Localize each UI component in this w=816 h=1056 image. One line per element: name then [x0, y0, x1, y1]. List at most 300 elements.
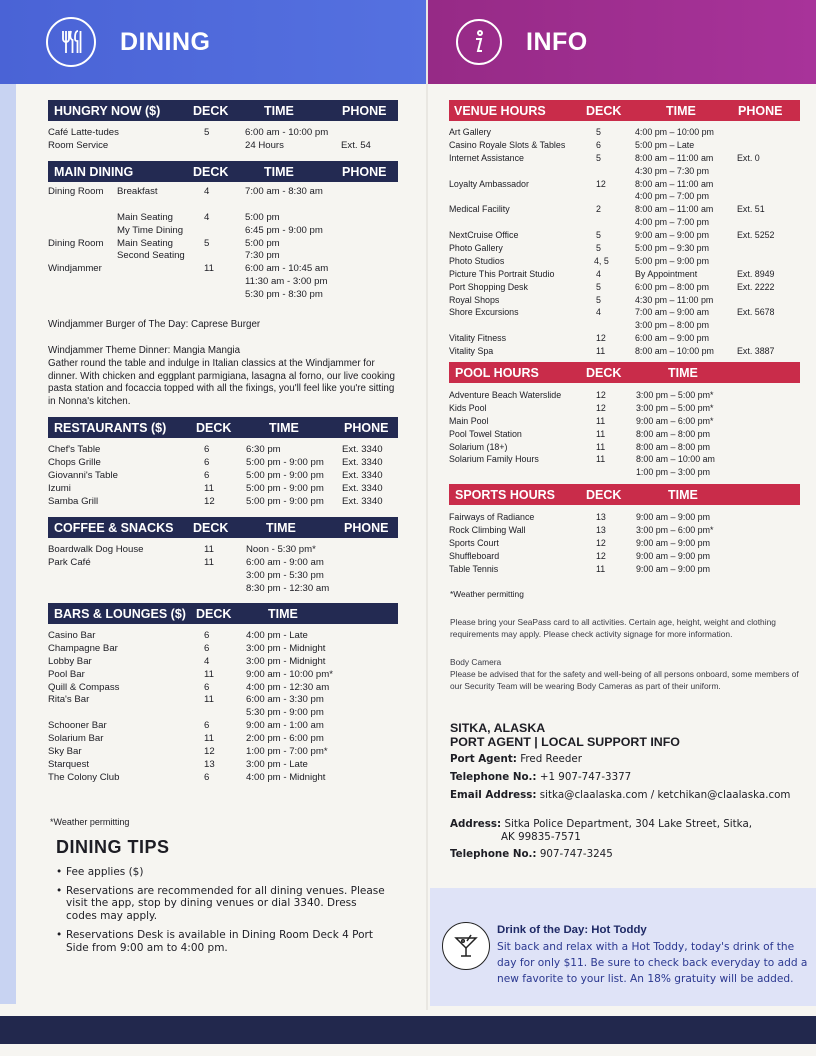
bars-rows-9-time: 1:00 pm - 7:00 pm* [246, 746, 328, 758]
body-camera-title: Body Camera [450, 657, 502, 667]
restaurants-headers-3: PHONE [344, 420, 389, 435]
restaurants-rows-3-time: 5:00 pm - 9:00 pm [246, 482, 324, 494]
venue-hours-rows-14-phone: Ext. 5678 [737, 307, 775, 318]
drink-title: Drink of the Day: Hot Toddy [497, 924, 647, 936]
seapass-notice: Please bring your SeaPass card to all activities. Certain age, height, weight and clothing requirements may apply. Please check activity signage for more information. [450, 617, 776, 639]
venue-hours-rows-16-time: 6:00 am – 9:00 pm [635, 333, 710, 344]
main-dining-rows-0-time: 7:00 am - 8:30 am [245, 186, 323, 197]
bars-list [48, 630, 398, 785]
venue-hours-rows-1-name: Casino Royale Slots & Tables [449, 139, 566, 150]
list-item [48, 444, 398, 457]
list-item [449, 255, 809, 268]
list-item [449, 453, 809, 466]
list-item [449, 152, 809, 165]
sports-weather-note: *Weather permitting [450, 589, 524, 599]
sports-hours-rows-1-time: 3:00 pm – 6:00 pm* [636, 524, 714, 535]
sports-hours-rows-2-deck: 12 [596, 537, 606, 548]
pool-hours-rows-5-deck: 11 [596, 454, 606, 465]
venue-hours-rows-9-name: Photo Gallery [449, 243, 503, 254]
list-item [449, 332, 809, 345]
venue-hours-rows-4-time: 8:00 am – 11:00 am [635, 178, 714, 189]
pool-hours-rows-1-deck: 12 [596, 402, 606, 413]
list-item [449, 524, 809, 537]
venue-hours-rows-2-phone: Ext. 0 [737, 152, 760, 163]
main-dining-rows-8-time: 5:30 pm - 8:30 pm [245, 289, 323, 301]
coffee-headers-1: DECK [193, 520, 229, 535]
main-dining-rows-4-venue: Dining Room [48, 237, 104, 249]
list-item [449, 268, 809, 281]
dining-tips-list [56, 866, 386, 960]
venue-hours-rows-2-deck: 5 [596, 152, 601, 163]
venue-hours-rows-4-deck: 12 [596, 178, 606, 189]
coffee-list [48, 544, 398, 596]
venue-hours-headers-1: DECK [586, 103, 622, 118]
hungry-rows-1-phone: Ext. 54 [341, 139, 371, 151]
list-item [48, 289, 398, 302]
venue-hours-rows-10-deck: 4, 5 [594, 255, 609, 266]
port-agent: Fred Reeder [520, 753, 582, 765]
venue-hours-rows-12-phone: Ext. 2222 [737, 281, 775, 292]
info-icon [456, 19, 502, 65]
venue-hours-rows-14-deck: 4 [596, 307, 601, 318]
venue-hours-rows-8-time: 9:00 am – 9:00 pm [635, 230, 710, 241]
venue-hours-rows-0-name: Art Gallery [449, 127, 491, 137]
main-dining-rows-2-meal: Main Seating [117, 211, 173, 223]
list-item [449, 511, 809, 524]
list-item [48, 140, 398, 153]
sports-hours-rows-1-name: Rock Climbing Wall [449, 524, 526, 535]
main-dining-headers-3: PHONE [342, 164, 387, 179]
main-dining-headers-2: TIME [264, 164, 294, 179]
restaurants-rows-1-deck: 6 [204, 456, 210, 468]
venue-hours-rows-10-time: 5:00 pm – 9:00 pm [635, 255, 710, 266]
list-item [48, 707, 398, 720]
bars-rows-2-time: 3:00 pm - Midnight [246, 655, 326, 667]
list-item [48, 720, 398, 733]
coffee-rows-0-time: Noon - 5:30 pm* [246, 544, 316, 555]
coffee-headers-3: PHONE [344, 520, 389, 535]
list-item [449, 126, 809, 139]
list-item [48, 225, 398, 238]
venue-hours-rows-13-time: 4:30 pm – 11:00 pm [635, 294, 714, 305]
venue-hours-rows-8-phone: Ext. 5252 [737, 230, 775, 241]
list-item [449, 415, 809, 428]
venue-hours-rows-14-time: 7:00 am – 9:00 am [635, 307, 710, 318]
bars-rows-1-name: Champagne Bar [48, 642, 118, 654]
list-item [48, 483, 398, 496]
venue-hours-rows-2-name: Internet Assistance [449, 152, 524, 163]
coffee-rows-1-deck: 11 [204, 556, 214, 568]
port-address-row [450, 818, 810, 831]
burger-of-day: Windjammer Burger of The Day: Caprese Burger [48, 319, 261, 330]
bars-rows-9-deck: 12 [204, 746, 215, 758]
pool-hours-rows-5-name: Solarium Family Hours [449, 454, 539, 465]
venue-hours-rows-5-time: 4:00 pm – 7:00 pm [635, 191, 710, 202]
venue-hours-headers-3: PHONE [738, 103, 783, 118]
restaurants-rows-4-time: 5:00 pm - 9:00 pm [246, 495, 324, 507]
main-dining-rows-6-venue: Windjammer [48, 263, 102, 275]
list-item: • Fee applies ($) [56, 866, 386, 879]
restaurants-rows-0-name: Chef's Table [48, 444, 101, 455]
list-item [48, 694, 398, 707]
venue-hours-rows-13-name: Royal Shops [449, 294, 500, 305]
venue-hours-rows-6-time: 8:00 am – 11:00 am [635, 204, 714, 215]
main-dining-rows-3-time: 6:45 pm - 9:00 pm [245, 224, 323, 236]
bars-rows-10-time: 3:00 pm - Late [246, 758, 308, 770]
list-item [449, 550, 809, 563]
hungry-rows-0-name: Café Latte-tudes [48, 127, 119, 138]
sports-hours-rows-3-time: 9:00 am – 9:00 pm [636, 550, 711, 561]
port-tel2: 907-747-3245 [539, 848, 613, 860]
cutlery-icon [46, 17, 96, 67]
venue-hours-rows-9-deck: 5 [596, 243, 601, 254]
main-dining-rows-2-time: 5:00 pm [245, 211, 280, 223]
cocktail-icon [442, 922, 490, 970]
sports-hours-rows-0-time: 9:00 am – 9:00 pm [636, 512, 711, 522]
restaurants-rows-2-deck: 6 [204, 469, 210, 481]
theme-dinner-title: Windjammer Theme Dinner: Mangia Mangia [48, 345, 241, 356]
list-item [48, 127, 398, 140]
main-dining-rows-6-time: 6:00 am - 10:45 am [245, 263, 329, 275]
pool-hours-rows-3-deck: 11 [596, 428, 606, 439]
main-dining-rows-7-time: 11:30 am - 3:00 pm [245, 276, 328, 288]
list-item [48, 643, 398, 656]
pool-hours-rows-4-deck: 11 [596, 441, 606, 452]
list-item [48, 583, 398, 596]
bars-rows-0-time: 4:00 pm - Late [246, 630, 308, 641]
pool-hours-rows-2-name: Main Pool [449, 415, 489, 426]
bars-rows-2-deck: 4 [204, 655, 210, 667]
coffee-rows-3-time: 8:30 pm - 12:30 am [246, 582, 330, 594]
sports-hours-rows-4-time: 9:00 am – 9:00 pm [636, 563, 711, 574]
hungry-rows-1-time: 24 Hours [245, 139, 284, 151]
list-item [48, 470, 398, 483]
bars-rows-5-time: 6:00 am - 3:30 pm [246, 694, 324, 706]
port-address-label: Address: [450, 818, 502, 830]
pool-hours-rows-3-time: 8:00 am – 8:00 pm [636, 428, 711, 439]
venue-hours-rows-12-deck: 5 [596, 281, 601, 292]
list-item [48, 250, 398, 263]
bars-rows-4-deck: 6 [204, 681, 210, 693]
restaurants-rows-0-deck: 6 [204, 444, 210, 455]
list-item [48, 212, 398, 225]
main-dining-rows-0-venue: Dining Room [48, 186, 104, 197]
venue-hours-rows-1-deck: 6 [596, 139, 601, 150]
venue-hours-rows-11-name: Picture This Portrait Studio [449, 268, 555, 279]
pool-hours-rows-6-time: 1:00 pm – 3:00 pm [636, 467, 711, 478]
restaurants-rows-2-phone: Ext. 3340 [342, 469, 383, 481]
hungry-now-list [48, 127, 398, 153]
sports-hours-rows-3-deck: 12 [596, 550, 606, 561]
port-tel: +1 907-747-3377 [539, 771, 632, 783]
bars-rows-2-name: Lobby Bar [48, 655, 92, 667]
restaurants-headers-1: DECK [196, 420, 232, 435]
coffee-rows-1-name: Park Café [48, 556, 91, 568]
venue-hours-rows-11-phone: Ext. 8949 [737, 268, 775, 279]
pool-hours-rows-3-name: Pool Towel Station [449, 428, 522, 439]
port-address-line2: AK 99835-7571 [501, 831, 581, 843]
bars-rows-3-deck: 11 [204, 668, 214, 680]
restaurants-list [48, 444, 398, 508]
column-divider [426, 0, 428, 1010]
venue-hours-rows-8-name: NextCruise Office [449, 230, 519, 241]
sports-hours-rows-2-name: Sports Court [449, 537, 499, 548]
bars-rows-1-time: 3:00 pm - Midnight [246, 642, 326, 654]
main-dining-rows-2-deck: 4 [204, 211, 210, 223]
bars-rows-7-time: 9:00 am - 1:00 am [246, 720, 324, 732]
restaurants-headers-2: TIME [269, 420, 299, 435]
venue-hours-headers-2: TIME [666, 103, 696, 118]
list-item [48, 276, 398, 289]
drink-of-the-day-box [430, 888, 816, 1006]
pool-hours-headers-0: POOL HOURS [455, 365, 539, 380]
list-item [48, 199, 398, 212]
bars-headers-0: BARS & LOUNGES ($) [54, 606, 186, 621]
pool-hours-headers-2: TIME [668, 365, 698, 380]
port-tel2-label: Telephone No.: [450, 848, 537, 860]
coffee-rows-0-name: Boardwalk Dog House [48, 544, 144, 555]
left-stripe [0, 84, 16, 1004]
bars-bar [48, 603, 398, 624]
bars-rows-11-deck: 6 [204, 771, 210, 783]
list-item [48, 772, 398, 785]
venue-hours-rows-0-time: 4:00 pm – 10:00 pm [635, 127, 714, 137]
list-item [48, 746, 398, 759]
list-item [449, 319, 809, 332]
venue-hours-rows-6-name: Medical Facility [449, 204, 510, 215]
bars-rows-5-deck: 11 [204, 694, 214, 706]
body-camera-text: Please be advised that for the safety and well-being of all persons onboard, some members of our Security Team will be wearing Body Cameras as part of their uniform. [450, 669, 799, 691]
bars-rows-8-time: 2:00 pm - 6:00 pm [246, 733, 324, 745]
venue-hours-headers-0: VENUE HOURS [454, 103, 546, 118]
sports-hours-rows-0-deck: 13 [596, 512, 606, 522]
list-item [48, 669, 398, 682]
venue-hours-rows-6-phone: Ext. 51 [737, 204, 765, 215]
venue-hours-rows-0-deck: 5 [596, 127, 601, 137]
restaurants-rows-4-deck: 12 [204, 495, 215, 507]
bars-rows-0-deck: 6 [204, 630, 210, 641]
hungry-rows-1-name: Room Service [48, 139, 109, 151]
restaurants-rows-1-phone: Ext. 3340 [342, 456, 383, 468]
email-link[interactable]: sitka@claalaska.com / ketchikan@claalaska.com [539, 789, 791, 801]
venue-hours-rows-17-deck: 11 [596, 346, 606, 357]
venue-hours-rows-3-time: 4:30 pm – 7:30 pm [635, 165, 710, 176]
port-email-row [450, 789, 810, 802]
sports-hours-rows-3-name: Shuffleboard [449, 550, 500, 561]
venue-hours-rows-9-time: 5:00 pm – 9:30 pm [635, 243, 710, 254]
restaurants-rows-1-time: 5:00 pm - 9:00 pm [246, 456, 324, 468]
dining-header [0, 0, 426, 84]
coffee-bar [48, 517, 398, 538]
venue-hours-rows-13-deck: 5 [596, 294, 601, 305]
list-item [48, 457, 398, 470]
list-item [449, 389, 809, 402]
venue-hours-rows-8-deck: 5 [596, 230, 601, 241]
bars-rows-5-name: Rita's Bar [48, 694, 90, 706]
venue-hours-rows-15-time: 3:00 pm – 8:00 pm [635, 320, 710, 331]
restaurants-bar [48, 417, 398, 438]
sports-hours-rows-1-deck: 13 [596, 524, 606, 535]
restaurants-rows-2-time: 5:00 pm - 9:00 pm [246, 469, 324, 481]
main-dining-list [48, 186, 398, 302]
list-item: • Reservations Desk is available in Dining Room Deck 4 Port Side from 9:00 am to 4:00 pm. [56, 929, 386, 954]
list-item: • Reservations are recommended for all dining venues. Please visit the app, stop by dining venues or dial 3340. Dress codes may apply. [56, 885, 386, 923]
bars-rows-3-time: 9:00 am - 10:00 pm* [246, 668, 333, 680]
coffee-rows-1-time: 6:00 am - 9:00 am [246, 556, 324, 568]
port-subtitle: PORT AGENT | LOCAL SUPPORT INFO [450, 735, 680, 749]
info-header [428, 0, 816, 84]
pool-hours-rows-1-time: 3:00 pm – 5:00 pm* [636, 402, 714, 413]
hungry-rows-0-time: 6:00 am - 10:00 pm [245, 127, 329, 138]
list-item [449, 165, 809, 178]
list-item [449, 190, 809, 203]
list-item [48, 759, 398, 772]
pool-hours-list [449, 389, 809, 479]
sports-hours-rows-4-name: Table Tennis [449, 563, 499, 574]
footer-band [0, 1016, 816, 1044]
port-telephone2-row [450, 848, 810, 861]
port-tel-label: Telephone No.: [450, 771, 537, 783]
port-agent-label: Port Agent: [450, 753, 517, 765]
list-item [48, 496, 398, 509]
hungry-now-bar [48, 100, 398, 121]
venue-hours-rows-10-name: Photo Studios [449, 255, 505, 266]
main-dining-rows-4-deck: 5 [204, 237, 210, 249]
pool-hours-rows-1-name: Kids Pool [449, 402, 487, 413]
list-item [48, 733, 398, 746]
port-title: SITKA, ALASKA [450, 721, 546, 735]
port-agent-row [450, 753, 810, 766]
port-info [450, 721, 810, 861]
pool-hours-rows-0-deck: 12 [596, 390, 606, 400]
drink-text: Sit back and relax with a Hot Toddy, today's drink of the day for only $11. Be sure to check back everyday to add a new favorite to your list. An 18% gratuity will be added. [497, 941, 808, 985]
pool-hours-rows-4-time: 8:00 am – 8:00 pm [636, 441, 711, 452]
coffee-rows-2-time: 3:00 pm - 5:30 pm [246, 569, 324, 581]
venue-hours-rows-6-deck: 2 [596, 204, 601, 215]
bars-rows-3-name: Pool Bar [48, 668, 85, 680]
bars-rows-8-name: Solarium Bar [48, 733, 104, 745]
venue-hours-rows-4-name: Loyalty Ambassador [449, 178, 529, 189]
sports-hours-list [449, 511, 809, 575]
bars-rows-1-deck: 6 [204, 642, 210, 654]
sports-hours-rows-2-time: 9:00 am – 9:00 pm [636, 537, 711, 548]
main-dining-rows-4-meal: Main Seating [117, 237, 173, 249]
restaurants-rows-3-deck: 11 [204, 482, 214, 494]
venue-hours-list [449, 126, 809, 358]
bars-headers-2: TIME [268, 606, 298, 621]
venue-hours-rows-14-name: Shore Excursions [449, 307, 519, 318]
port-telephone-row [450, 771, 810, 784]
venue-hours-rows-12-time: 6:00 pm – 8:00 pm [635, 281, 710, 292]
list-item [48, 570, 398, 583]
pool-hours-rows-5-time: 8:00 am – 10:00 am [636, 454, 715, 465]
bars-rows-8-deck: 11 [204, 733, 214, 745]
theme-dinner-text: Gather round the table and indulge in Italian classics at the Windjammer for dinner. With chicken and eggplant parmigiana, lasagna al forno, our live cooking pasta station and focaccia topped with all the fixings, you'll feel like you're sitting in Nonna's kitchen. [48, 358, 395, 407]
main-dining-bar [48, 161, 398, 182]
main-dining-rows-5-time: 7:30 pm [245, 250, 280, 262]
list-item [48, 630, 398, 643]
coffee-rows-0-deck: 11 [204, 544, 214, 555]
list-item [48, 656, 398, 669]
dining-title: DINING [120, 27, 211, 56]
time-header: TIME [264, 103, 294, 118]
main-dining-rows-5-meal: Second Seating [117, 250, 185, 262]
bars-rows-7-deck: 6 [204, 720, 210, 732]
pool-hours-rows-0-name: Adventure Beach Waterslide [449, 390, 562, 400]
bars-rows-10-name: Starquest [48, 758, 90, 770]
list-item [48, 263, 398, 276]
list-item [48, 186, 398, 199]
list-item [449, 178, 809, 191]
venue-hours-rows-7-time: 4:00 pm – 7:00 pm [635, 217, 710, 228]
restaurants-rows-0-phone: Ext. 3340 [342, 444, 383, 455]
pool-hours-bar [449, 362, 800, 383]
restaurants-headers-0: RESTAURANTS ($) [54, 420, 167, 435]
restaurants-rows-4-phone: Ext. 3340 [342, 495, 383, 507]
sports-hours-rows-4-deck: 11 [596, 563, 606, 574]
sports-hours-headers-2: TIME [668, 487, 698, 502]
list-item [48, 238, 398, 251]
list-item [449, 229, 809, 242]
bars-rows-0-name: Casino Bar [48, 630, 96, 641]
main-dining-rows-0-meal: Breakfast [117, 186, 158, 197]
restaurants-rows-4-name: Samba Grill [48, 495, 99, 507]
port-email-label: Email Address: [450, 789, 537, 801]
bars-rows-11-name: The Colony Club [48, 771, 120, 783]
sports-hours-bar [449, 484, 800, 505]
restaurants-rows-1-name: Chops Grille [48, 456, 101, 468]
pool-hours-rows-0-time: 3:00 pm – 5:00 pm* [636, 390, 714, 400]
venue-hours-rows-17-name: Vitality Spa [449, 346, 494, 357]
venue-hours-rows-11-deck: 4 [596, 268, 601, 279]
list-item [449, 563, 809, 576]
list-item [449, 402, 809, 415]
restaurants-rows-2-name: Giovanni's Table [48, 469, 118, 481]
list-item [449, 203, 809, 216]
venue-hours-rows-2-time: 8:00 am – 11:00 am [635, 152, 714, 163]
pool-hours-rows-4-name: Solarium (18+) [449, 441, 508, 452]
deck-header: DECK [193, 103, 229, 118]
venue-hours-rows-16-name: Vitality Fitness [449, 333, 507, 344]
coffee-headers-0: COFFEE & SNACKS [54, 520, 174, 535]
weather-note: *Weather permitting [50, 817, 130, 827]
bars-headers-1: DECK [196, 606, 232, 621]
list-item [449, 281, 809, 294]
venue-hours-rows-1-time: 5:00 pm – Late [635, 139, 695, 150]
port-address1: Sitka Police Department, 304 Lake Street, Sitka, [504, 818, 753, 830]
restaurants-rows-0-time: 6:30 pm [246, 444, 281, 455]
list-item [48, 682, 398, 695]
list-item [48, 544, 398, 557]
bars-rows-4-name: Quill & Compass [48, 681, 120, 693]
list-item [449, 216, 809, 229]
main-dining-rows-6-deck: 11 [204, 263, 214, 275]
main-dining-rows-4-time: 5:00 pm [245, 237, 280, 249]
list-item [449, 345, 809, 358]
bars-rows-7-name: Schooner Bar [48, 720, 107, 732]
main-dining-rows-3-meal: My Time Dining [117, 224, 184, 236]
list-item [449, 294, 809, 307]
hungry-rows-0-deck: 5 [204, 127, 210, 138]
pool-hours-rows-2-time: 9:00 am – 6:00 pm* [636, 415, 714, 426]
main-dining-headers-0: MAIN DINING [54, 164, 134, 179]
hungry-now-header: HUNGRY NOW ($) [54, 103, 161, 118]
list-item [449, 441, 809, 454]
restaurants-rows-3-phone: Ext. 3340 [342, 482, 383, 494]
phone-header: PHONE [342, 103, 387, 118]
main-dining-rows-0-deck: 4 [204, 186, 210, 197]
list-item [48, 557, 398, 570]
